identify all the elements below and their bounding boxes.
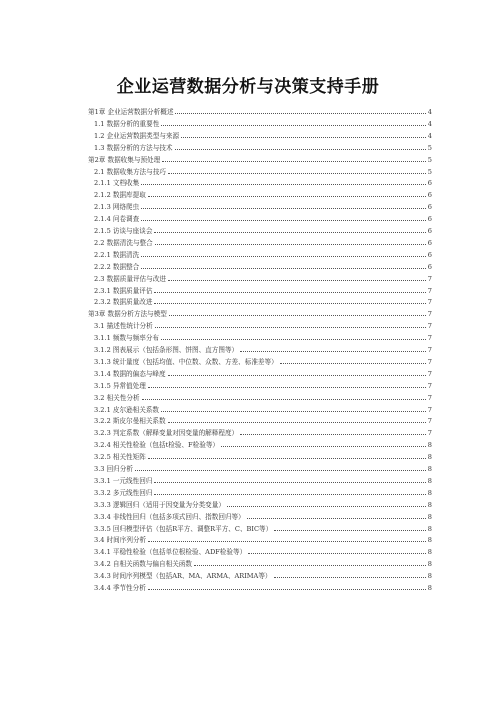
toc-entry-title: 2.1.3 网络爬虫: [94, 203, 140, 212]
toc-dot-leader: [154, 482, 425, 483]
toc-entry[interactable]: [94, 392, 432, 402]
toc-entry-title: 第2章 数据收集与预处理: [88, 155, 161, 164]
toc-dot-leader: [181, 137, 426, 138]
toc-dot-leader: [162, 161, 426, 162]
toc-dot-leader: [141, 184, 426, 185]
toc-page-number: 6: [427, 215, 432, 224]
toc-page-number: 8: [427, 512, 432, 521]
toc-dot-leader: [154, 494, 425, 495]
toc-page-number: 7: [427, 286, 432, 295]
toc-entry[interactable]: [94, 118, 432, 128]
toc-entry[interactable]: [94, 356, 432, 366]
toc-page-number: 7: [427, 417, 432, 426]
toc-page-number: 5: [427, 167, 432, 176]
toc-dot-leader: [148, 589, 426, 590]
toc-entry[interactable]: [94, 142, 432, 152]
toc-entry[interactable]: [94, 344, 432, 354]
toc-page-number: 7: [427, 310, 432, 319]
toc-page-number: 7: [427, 369, 432, 378]
toc-entry[interactable]: [94, 368, 432, 378]
toc-page-number: 7: [427, 405, 432, 414]
toc-dot-leader: [168, 280, 426, 281]
toc-dot-leader: [168, 422, 426, 423]
toc-dot-leader: [240, 434, 426, 435]
toc-dot-leader: [175, 113, 425, 114]
toc-entry[interactable]: [94, 511, 432, 521]
toc-entry-title: 第1章 企业运营数据分析概述: [88, 108, 174, 116]
toc-chapter-entry[interactable]: [88, 154, 432, 164]
toc-dot-leader: [154, 303, 425, 304]
toc-page-number: 8: [427, 488, 432, 497]
toc-entry[interactable]: [94, 166, 432, 176]
toc-entry-title: 3.2.3 判定系数（解释变量对因变量的解释程度）: [94, 429, 239, 438]
toc-entry[interactable]: [94, 273, 432, 283]
toc-entry[interactable]: [94, 415, 432, 425]
toc-chapter-entry[interactable]: [88, 106, 432, 116]
toc-dot-leader: [155, 327, 426, 328]
toc-dot-leader: [161, 339, 426, 340]
toc-dot-leader: [168, 375, 426, 376]
toc-dot-leader: [274, 577, 426, 578]
document-title: 企业运营数据分析与决策支持手册: [116, 77, 380, 97]
toc-entry[interactable]: [94, 130, 432, 140]
toc-page-number: 8: [427, 560, 432, 569]
toc-page-number: 8: [427, 441, 432, 450]
toc-page-number: 8: [427, 476, 432, 485]
toc-entry-title: 3.4.3 时间序列模型（包括AR、MA、ARMA、ARIMA等）: [94, 572, 272, 581]
toc-entry[interactable]: [94, 296, 432, 306]
toc-entry-title: 2.3.2 数据质量改进: [94, 298, 153, 307]
toc-entry-title: 2.3 数据质量评估与改进: [94, 274, 166, 283]
toc-page-number: 7: [427, 322, 432, 331]
toc-entry-title: 3.1.2 图表展示（包括条形图、饼图、直方图等）: [94, 346, 239, 354]
toc-page-number: 6: [427, 238, 432, 247]
toc-page-number: 7: [427, 381, 432, 390]
toc-entry[interactable]: [94, 237, 432, 247]
toc-entry[interactable]: [94, 499, 432, 509]
toc-entry[interactable]: [94, 439, 432, 449]
toc-dot-leader: [141, 220, 426, 221]
toc-entry[interactable]: [94, 475, 432, 485]
toc-entry[interactable]: [94, 261, 432, 271]
toc-entry[interactable]: [94, 380, 432, 390]
toc-entry-title: 3.1.4 数据的偏态与峰度: [94, 369, 166, 378]
toc-page-number: 8: [427, 548, 432, 557]
toc-page-number: 7: [427, 357, 432, 366]
toc-entry-title: 3.3.2 多元线性回归: [94, 488, 153, 497]
toc-entry[interactable]: [94, 558, 432, 568]
toc-dot-leader: [148, 458, 426, 459]
toc-page-number: 8: [427, 453, 432, 462]
toc-entry[interactable]: [94, 534, 432, 544]
toc-entry[interactable]: [94, 463, 432, 473]
toc-entry-title: 1.2 企业运营数据类型与来源: [94, 131, 180, 140]
toc-dot-leader: [141, 256, 426, 257]
toc-page-number: 7: [427, 393, 432, 402]
toc-entry-title: 2.1.5 访谈与座谈会: [94, 227, 153, 235]
toc-page-number: 8: [427, 584, 432, 592]
toc-entry-title: 2.3.1 数据质量评估: [94, 286, 153, 295]
toc-entry-title: 3.4.4 季节性分析: [94, 584, 146, 592]
toc-page-number: 8: [427, 536, 432, 545]
toc-dot-leader: [168, 173, 426, 174]
toc-dot-leader: [161, 125, 425, 126]
toc-page-number: 7: [427, 298, 432, 307]
toc-entry[interactable]: [94, 177, 432, 187]
toc-entry-title: 3.4.1 平稳性检验（包括单位根检验、ADF检验等）: [94, 548, 247, 557]
toc-page-number: 6: [427, 191, 432, 200]
toc-entry-title: 1.1 数据分析的重要性: [94, 119, 160, 128]
toc-entry[interactable]: [94, 570, 432, 580]
toc-dot-leader: [247, 518, 426, 519]
toc-entry-title: 2.1.4 问卷调查: [94, 215, 140, 224]
toc-entry-title: 3.2.2 斯皮尔曼相关系数: [94, 417, 166, 426]
toc-entry-title: 3.2 相关性分析: [94, 393, 140, 402]
toc-dot-leader: [148, 387, 426, 388]
toc-chapter-entry[interactable]: [88, 308, 432, 318]
toc-entry-title: 第3章 数据分析方法与模型: [88, 310, 167, 319]
toc-entry-title: 2.2.1 数据清洗: [94, 250, 140, 259]
toc-page-number: 8: [427, 465, 432, 473]
toc-dot-leader: [154, 232, 425, 233]
toc-dot-leader: [169, 315, 426, 316]
toc-page-number: 6: [427, 203, 432, 212]
toc-dot-leader: [221, 446, 426, 447]
toc-dot-leader: [280, 363, 426, 364]
toc-dot-leader: [248, 553, 426, 554]
toc-page-number: 4: [427, 131, 432, 140]
toc-page-number: 8: [427, 572, 432, 581]
toc-entry-title: 1.3 数据分析的方法与技术: [94, 143, 173, 152]
toc-page-number: 6: [427, 227, 432, 235]
toc-entry-title: 3.4 时间序列分析: [94, 536, 147, 545]
toc-entry[interactable]: [94, 582, 432, 592]
toc-entry[interactable]: [94, 332, 432, 342]
toc-entry[interactable]: [94, 189, 432, 199]
toc-dot-leader: [240, 351, 426, 352]
toc-page-number: 7: [427, 334, 432, 343]
toc-dot-leader: [155, 244, 426, 245]
toc-page-number: 4: [427, 108, 432, 116]
toc-entry[interactable]: [94, 404, 432, 414]
toc-entry-title: 3.3.1 一元线性回归: [94, 476, 153, 485]
toc-entry[interactable]: [94, 546, 432, 556]
toc-dot-leader: [194, 565, 426, 566]
toc-entry-title: 3.3 回归分析: [94, 465, 133, 473]
toc-entry-title: 3.3.4 非线性回归（包括多项式回归、指数回归等）: [94, 512, 245, 521]
toc-page-number: 6: [427, 262, 432, 271]
toc-dot-leader: [161, 411, 426, 412]
toc-entry-title: 3.3.5 回归模型评估（包括R平方、调整R平方、C、BIC等）: [94, 524, 273, 533]
toc-entry-title: 2.1 数据收集方法与技巧: [94, 167, 166, 176]
toc-entry[interactable]: [94, 451, 432, 461]
toc-entry[interactable]: [94, 487, 432, 497]
toc-entry[interactable]: [94, 225, 432, 235]
toc-entry-title: 3.1.1 频数与频率分布: [94, 334, 160, 343]
toc-entry-title: 2.2.2 数据整合: [94, 262, 140, 271]
toc-page-number: 7: [427, 346, 432, 354]
toc-entry-title: 2.1.2 数据库提取: [94, 191, 146, 200]
toc-page-number: 8: [427, 524, 432, 533]
toc-dot-leader: [148, 541, 426, 542]
toc-entry[interactable]: [94, 427, 432, 437]
toc-entry[interactable]: [94, 523, 432, 533]
toc-page-number: 5: [427, 143, 432, 152]
toc-dot-leader: [274, 530, 426, 531]
toc-entry[interactable]: [94, 201, 432, 211]
toc-page-number: 8: [427, 500, 432, 509]
toc-entry-title: 3.3.3 逻辑回归（适用于因变量为分类变量）: [94, 500, 225, 509]
toc-dot-leader: [141, 208, 426, 209]
toc-page-number: 4: [427, 119, 432, 128]
toc-entry-title: 3.2.4 相关性检验（包括t检验、F检验等）: [94, 441, 220, 450]
toc-dot-leader: [141, 268, 426, 269]
toc-dot-leader: [175, 149, 426, 150]
toc-entry-title: 2.1.1 文档收集: [94, 179, 140, 188]
toc-page-number: 7: [427, 429, 432, 438]
toc-entry[interactable]: [94, 285, 432, 295]
toc-dot-leader: [154, 292, 425, 293]
toc-entry-title: 3.2.5 相关性矩阵: [94, 453, 146, 462]
toc-entry[interactable]: [94, 249, 432, 259]
toc-dot-leader: [135, 470, 426, 471]
toc-dot-leader: [227, 506, 426, 507]
toc-page-number: 6: [427, 179, 432, 188]
toc-entry[interactable]: [94, 320, 432, 330]
toc-page-number: 6: [427, 250, 432, 259]
toc-dot-leader: [148, 196, 426, 197]
toc-page-number: 5: [427, 155, 432, 164]
toc-entry-title: 2.2 数据清洗与整合: [94, 238, 153, 247]
toc-entry-title: 3.2.1 皮尔逊相关系数: [94, 405, 160, 414]
toc-dot-leader: [142, 399, 426, 400]
toc-page-number: 7: [427, 274, 432, 283]
toc-entry-title: 3.1 描述性统计分析: [94, 322, 153, 331]
toc-entry[interactable]: [94, 213, 432, 223]
toc-entry-title: 3.4.2 自相关函数与偏自相关函数: [94, 560, 192, 569]
toc-entry-title: 3.1.5 异常值处理: [94, 381, 146, 390]
toc-entry-title: 3.1.3 统计量度（包括均值、中位数、众数、方差、标准差等）: [94, 357, 278, 366]
